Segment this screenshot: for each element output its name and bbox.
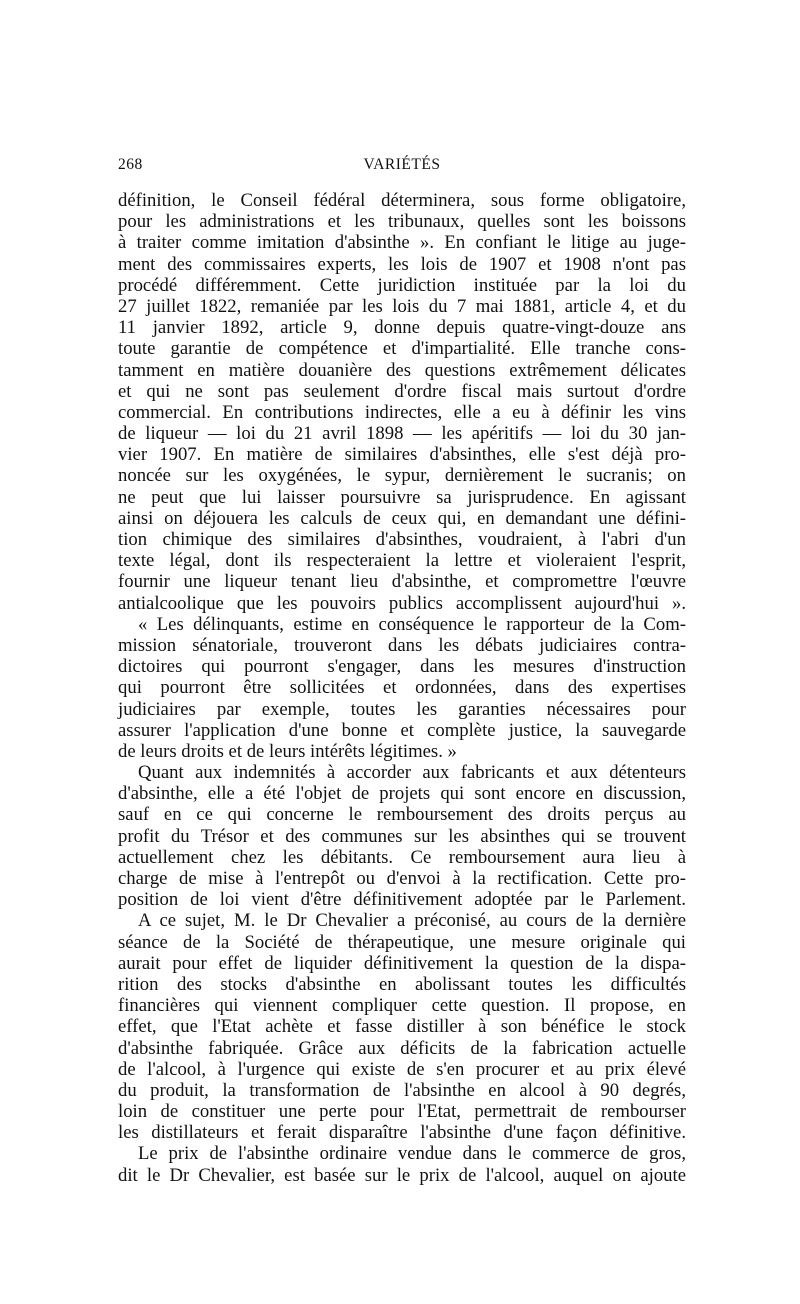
text-line: profit du Trésor et des communes sur les absinthes qui se trouvent [118,825,686,847]
text-line: de leurs droits et de leurs intérêts légitimes. » [118,740,457,762]
text-line: charge de mise à l'entrepôt ou d'envoi à la rectification. Cette pro- [118,868,686,889]
text-line: Quant aux indemnités à accorder aux fabricants et aux détenteurs [138,762,686,784]
text-line: et qui ne sont pas seulement d'ordre fiscal mais surtout d'ordre [118,380,686,402]
text-line: pour les administrations et les tribunaux, quelles sont les boissons [118,211,686,233]
text-line: vier 1907. En matière de similaires d'absinthes, elle s'est déjà pro- [118,444,686,466]
running-title: VARIÉTÉS [363,156,441,173]
text-line: effet, que l'Etat achète et fasse distiller à son bénéfice le stock [118,1016,686,1038]
text-line: ainsi on déjouera les calculs de ceux qui, en demandant une défini- [118,507,686,529]
text-line: loin de constituer une perte pour l'Etat, permettrait de rembourser [118,1101,686,1123]
text-line: 11 janvier 1892, article 9, donne depuis quatre-vingt-douze ans [118,317,686,339]
text-line: dictoires qui pourront s'engager, dans les mesures d'instruction [118,656,686,678]
text-line: du produit, la transformation de l'absinthe en alcool à 90 degrés, [118,1079,686,1101]
text-line: qui pourront être sollicitées et ordonnées, dans des expertises [118,677,686,699]
text-line: procédé différemment. Cette juridiction instituée par la loi du [118,274,686,296]
text-line: définition, le Conseil fédéral déterminera, sous forme obligatoire, [118,190,686,211]
text-line: antialcoolique que les pouvoirs publics accomplissent aujourd'hui ». [118,592,686,614]
text-line: les distillateurs et ferait disparaître l'absinthe d'une façon définitive. [118,1122,686,1144]
text-line: noncée sur les oxygénées, le sypur, dernièrement le sucranis; on [118,465,686,487]
text-line: d'absinthe fabriquée. Grâce aux déficits de la fabrication actuelle [118,1037,686,1059]
text-line: actuellement chez les débitants. Ce remboursement aura lieu à [118,846,686,868]
text-line: ne peut que lui laisser poursuivre sa jurisprudence. En agissant [118,486,686,508]
text-line: à traiter comme imitation d'absinthe ». En confiant le litige au juge- [118,232,686,254]
text-line: financières qui viennent compliquer cette question. Il propose, en [118,995,686,1017]
body-text [118,190,686,1186]
text-line: fournir une liqueur tenant lieu d'absinthe, et compromettre l'œuvre [118,571,686,593]
text-line: « Les délinquants, estime en conséquence le rapporteur de la Com- [138,613,686,635]
text-line: commercial. En contributions indirectes, elle a eu à définir les vins [118,401,686,423]
text-line: séance de la Société de thérapeutique, une mesure originale qui [118,931,686,953]
text-line: judiciaires par exemple, toutes les garanties nécessaires pour [118,698,686,720]
text-line: A ce sujet, M. le Dr Chevalier a préconisé, au cours de la dernière [138,910,686,932]
text-line: texte légal, dont ils respecteraient la lettre et violeraient l'esprit, [118,550,686,572]
text-line: rition des stocks d'absinthe en abolissant toutes les difficultés [118,973,686,995]
text-line: position de loi vient d'être définitivement adoptée par le Parlement. [118,889,686,911]
text-line: tamment en matière douanière des questions extrêmement délicates [118,359,686,381]
text-line: sauf en ce qui concerne le remboursement des droits perçus au [118,804,686,826]
text-line: tion chimique des similaires d'absinthes, voudraient, à l'abri d'un [118,529,686,550]
page-header [118,156,686,178]
text-line: dit le Dr Chevalier, est basée sur le prix de l'alcool, auquel on ajoute [118,1164,686,1186]
text-line: aurait pour effet de liquider définitivement la question de la dispa- [118,952,686,974]
text-line: toute garantie de compétence et d'impartialité. Elle tranche cons- [118,338,686,360]
text-line: de liqueur — loi du 21 avril 1898 — les apéritifs — loi du 30 jan- [118,423,686,445]
text-line: d'absinthe, elle a été l'objet de projets qui sont encore en discussion, [118,783,686,805]
page-number: 268 [118,156,143,173]
text-line: de l'alcool, à l'urgence qui existe de s'en procurer et au prix élevé [118,1058,686,1080]
text-line: Le prix de l'absinthe ordinaire vendue dans le commerce de gros, [138,1143,686,1165]
text-line: 27 juillet 1822, remaniée par les lois du 7 mai 1881, article 4, et du [118,295,686,317]
text-line: assurer l'application d'une bonne et complète justice, la sauvegarde [118,719,686,741]
text-line: ment des commissaires experts, les lois de 1907 et 1908 n'ont pas [118,253,686,275]
text-line: mission sénatoriale, trouveront dans les débats judiciaires contra- [118,634,686,656]
